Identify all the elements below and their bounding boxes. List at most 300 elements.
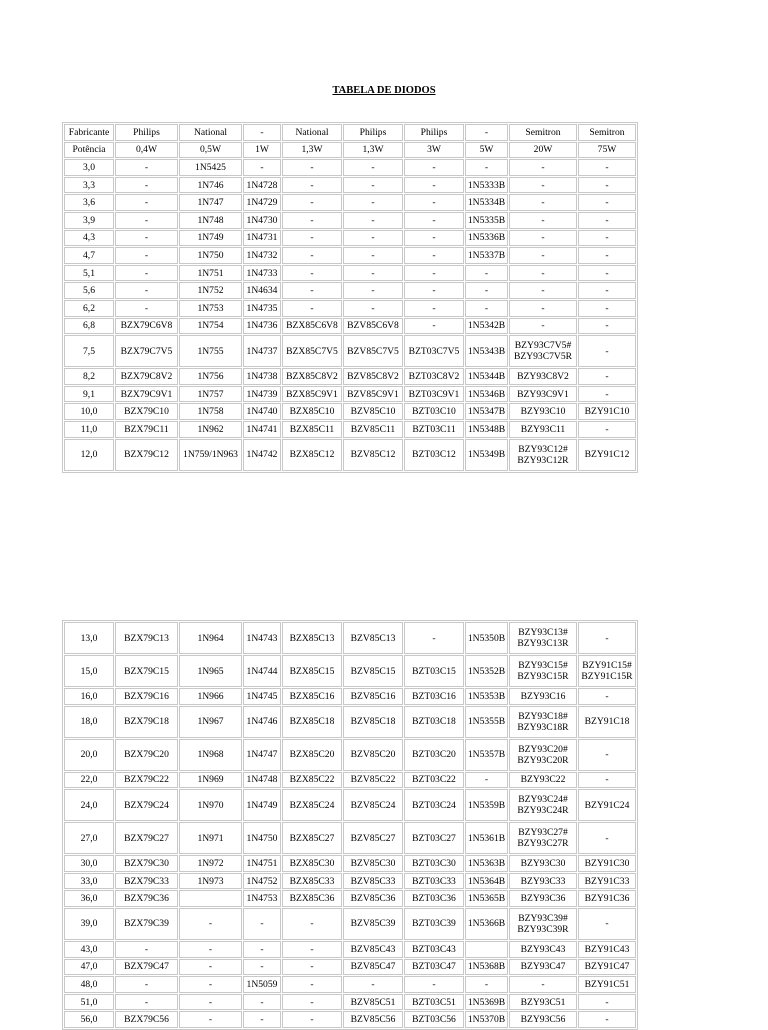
voltage-cell: 7,5 bbox=[64, 335, 114, 367]
table-cell: - bbox=[578, 247, 636, 264]
header-cell: Semitron bbox=[509, 124, 577, 141]
table-cell: BZY91C43 bbox=[578, 941, 636, 958]
table-cell: 1N4744 bbox=[243, 655, 281, 687]
table-cell: 1N4739 bbox=[243, 386, 281, 403]
voltage-cell: 5,6 bbox=[64, 282, 114, 299]
table-cell: 1N966 bbox=[179, 688, 242, 705]
table-row bbox=[64, 318, 636, 335]
table-cell: 1N5357B bbox=[465, 739, 508, 771]
diode-table-part-1 bbox=[62, 122, 638, 473]
table-cell: BZX79C6V8 bbox=[115, 318, 178, 335]
table-cell: BZV85C56 bbox=[343, 1011, 403, 1028]
table-cell: - bbox=[404, 194, 464, 211]
table-cell: - bbox=[404, 318, 464, 335]
voltage-cell: 3,0 bbox=[64, 159, 114, 176]
table-cell: 1N4732 bbox=[243, 247, 281, 264]
table-cell: 1N4738 bbox=[243, 368, 281, 385]
table-cell: - bbox=[509, 159, 577, 176]
table-cell: BZY93C12# BZY93C12R bbox=[509, 439, 577, 471]
table-row bbox=[64, 873, 636, 890]
table-cell: BZX79C56 bbox=[115, 1011, 178, 1028]
table-cell: - bbox=[578, 265, 636, 282]
table-cell: - bbox=[578, 822, 636, 854]
table-cell: 1N5334B bbox=[465, 194, 508, 211]
voltage-cell: 3,6 bbox=[64, 194, 114, 211]
table-cell: BZT03C20 bbox=[404, 739, 464, 771]
table-cell: BZT03C15 bbox=[404, 655, 464, 687]
table-cell: 1N5348B bbox=[465, 421, 508, 438]
table-cell: BZX85C7V5 bbox=[282, 335, 342, 367]
table-cell: 1N4751 bbox=[243, 855, 281, 872]
table-row bbox=[64, 421, 636, 438]
voltage-cell: 43,0 bbox=[64, 941, 114, 958]
voltage-cell: 12,0 bbox=[64, 439, 114, 471]
voltage-cell: 10,0 bbox=[64, 403, 114, 420]
table-cell: BZT03C9V1 bbox=[404, 386, 464, 403]
table-cell: - bbox=[578, 739, 636, 771]
table-cell: 1N4737 bbox=[243, 335, 281, 367]
table-cell: BZT03C51 bbox=[404, 994, 464, 1011]
table-row bbox=[64, 282, 636, 299]
table-cell: 1N5364B bbox=[465, 873, 508, 890]
voltage-cell: 8,2 bbox=[64, 368, 114, 385]
table-cell: BZX79C7V5 bbox=[115, 335, 178, 367]
table-cell: 1N5336B bbox=[465, 230, 508, 247]
table-cell: 1N5369B bbox=[465, 994, 508, 1011]
table-cell: - bbox=[578, 1011, 636, 1028]
table-row bbox=[64, 688, 636, 705]
table-cell: - bbox=[578, 622, 636, 654]
table-cell: - bbox=[282, 976, 342, 993]
table-row bbox=[64, 655, 636, 687]
table-cell: BZX85C27 bbox=[282, 822, 342, 854]
table-cell: BZX79C11 bbox=[115, 421, 178, 438]
table-cell: - bbox=[578, 300, 636, 317]
header-cell: Philips bbox=[115, 124, 178, 141]
table-row bbox=[64, 789, 636, 821]
table-cell: BZV85C51 bbox=[343, 994, 403, 1011]
table-cell: - bbox=[465, 265, 508, 282]
table-cell: BZX79C9V1 bbox=[115, 386, 178, 403]
table-row bbox=[64, 403, 636, 420]
table-cell: BZT03C30 bbox=[404, 855, 464, 872]
table-cell: - bbox=[578, 421, 636, 438]
table-cell: - bbox=[343, 300, 403, 317]
table-cell: 1N5365B bbox=[465, 890, 508, 907]
table-cell: BZX79C24 bbox=[115, 789, 178, 821]
table-cell: BZV85C7V5 bbox=[343, 335, 403, 367]
table-row bbox=[64, 386, 636, 403]
table-cell: - bbox=[179, 1011, 242, 1028]
table-cell: 1N755 bbox=[179, 335, 242, 367]
voltage-cell: 33,0 bbox=[64, 873, 114, 890]
table-cell: 1N5368B bbox=[465, 959, 508, 976]
table-cell: 1N757 bbox=[179, 386, 242, 403]
table-cell: 1N753 bbox=[179, 300, 242, 317]
table-cell: BZT03C24 bbox=[404, 789, 464, 821]
table-cell: BZT03C16 bbox=[404, 688, 464, 705]
table-cell: - bbox=[282, 959, 342, 976]
table-row bbox=[64, 822, 636, 854]
voltage-cell: 6,8 bbox=[64, 318, 114, 335]
table-cell: BZY91C12 bbox=[578, 439, 636, 471]
table-cell: - bbox=[179, 976, 242, 993]
table-cell bbox=[465, 941, 508, 958]
table-cell: - bbox=[343, 159, 403, 176]
header-cell: - bbox=[465, 124, 508, 141]
table-cell: BZY93C33 bbox=[509, 873, 577, 890]
voltage-cell: 39,0 bbox=[64, 908, 114, 940]
voltage-cell: 30,0 bbox=[64, 855, 114, 872]
table-cell: 1N972 bbox=[179, 855, 242, 872]
table-cell: BZX79C39 bbox=[115, 908, 178, 940]
table-cell: 1N4752 bbox=[243, 873, 281, 890]
table-cell: 1N752 bbox=[179, 282, 242, 299]
table-row bbox=[64, 976, 636, 993]
table-cell: - bbox=[578, 386, 636, 403]
table-cell: BZT03C10 bbox=[404, 403, 464, 420]
table-cell: 1N967 bbox=[179, 706, 242, 738]
table-cell: BZY93C36 bbox=[509, 890, 577, 907]
table-cell: 1N4742 bbox=[243, 439, 281, 471]
table-cell: - bbox=[404, 230, 464, 247]
table-cell: BZX85C33 bbox=[282, 873, 342, 890]
voltage-cell: 4,7 bbox=[64, 247, 114, 264]
table-cell: 1N5352B bbox=[465, 655, 508, 687]
table-cell: BZV85C8V2 bbox=[343, 368, 403, 385]
table-cell: BZX79C13 bbox=[115, 622, 178, 654]
header-cell: 1,3W bbox=[343, 142, 403, 159]
table-cell: 1N971 bbox=[179, 822, 242, 854]
table-cell: - bbox=[465, 772, 508, 789]
table-cell: 1N4736 bbox=[243, 318, 281, 335]
table-row bbox=[64, 890, 636, 907]
table-cell: - bbox=[404, 300, 464, 317]
table-row bbox=[64, 1011, 636, 1028]
table-cell: - bbox=[115, 994, 178, 1011]
table-cell: - bbox=[578, 335, 636, 367]
table-cell: BZX79C10 bbox=[115, 403, 178, 420]
table-cell: - bbox=[509, 177, 577, 194]
table-cell: BZY93C20# BZY93C20R bbox=[509, 739, 577, 771]
table-row bbox=[64, 335, 636, 367]
table-cell: - bbox=[509, 247, 577, 264]
table-cell: BZY93C27# BZY93C27R bbox=[509, 822, 577, 854]
voltage-cell: 16,0 bbox=[64, 688, 114, 705]
table-cell: - bbox=[509, 194, 577, 211]
table-cell: BZT03C7V5 bbox=[404, 335, 464, 367]
table-cell: BZX85C22 bbox=[282, 772, 342, 789]
table-cell: 1N747 bbox=[179, 194, 242, 211]
table-cell: 1N759/1N963 bbox=[179, 439, 242, 471]
table-cell: - bbox=[578, 994, 636, 1011]
table-row bbox=[64, 941, 636, 958]
table-cell: - bbox=[578, 230, 636, 247]
voltage-cell: 56,0 bbox=[64, 1011, 114, 1028]
table-cell: 1N749 bbox=[179, 230, 242, 247]
table-cell: BZV85C33 bbox=[343, 873, 403, 890]
table-cell: - bbox=[115, 265, 178, 282]
table-cell: - bbox=[282, 212, 342, 229]
header-row bbox=[64, 142, 636, 159]
table-cell: BZX79C15 bbox=[115, 655, 178, 687]
table-cell: - bbox=[179, 994, 242, 1011]
voltage-cell: 48,0 bbox=[64, 976, 114, 993]
table-cell: - bbox=[243, 941, 281, 958]
header-cell: 1,3W bbox=[282, 142, 342, 159]
table-cell: - bbox=[343, 282, 403, 299]
table-cell: 1N754 bbox=[179, 318, 242, 335]
table-cell: BZT03C18 bbox=[404, 706, 464, 738]
table-cell: - bbox=[115, 194, 178, 211]
table-cell: - bbox=[343, 247, 403, 264]
table-cell: - bbox=[343, 976, 403, 993]
table-row bbox=[64, 212, 636, 229]
table-cell: BZV85C24 bbox=[343, 789, 403, 821]
table-cell: BZX85C20 bbox=[282, 739, 342, 771]
table-cell: - bbox=[509, 976, 577, 993]
table-cell: BZY91C47 bbox=[578, 959, 636, 976]
table-row bbox=[64, 247, 636, 264]
table-row bbox=[64, 855, 636, 872]
table-cell: 1N5363B bbox=[465, 855, 508, 872]
table-cell: BZV85C18 bbox=[343, 706, 403, 738]
table-cell: - bbox=[578, 177, 636, 194]
header-cell: 1W bbox=[243, 142, 281, 159]
header-cell: Philips bbox=[404, 124, 464, 141]
table-cell: 1N5059 bbox=[243, 976, 281, 993]
table-cell: BZX85C15 bbox=[282, 655, 342, 687]
table-cell: - bbox=[509, 230, 577, 247]
table-cell: BZY91C10 bbox=[578, 403, 636, 420]
table-cell: 1N4748 bbox=[243, 772, 281, 789]
table-cell: BZY93C16 bbox=[509, 688, 577, 705]
table-cell: - bbox=[465, 159, 508, 176]
table-cell: BZT03C22 bbox=[404, 772, 464, 789]
table-cell: 1N4753 bbox=[243, 890, 281, 907]
header-row bbox=[64, 124, 636, 141]
table-cell: 1N5350B bbox=[465, 622, 508, 654]
table-cell: 1N968 bbox=[179, 739, 242, 771]
table-cell: BZX85C6V8 bbox=[282, 318, 342, 335]
table-cell: - bbox=[282, 941, 342, 958]
table-cell: 1N4729 bbox=[243, 194, 281, 211]
table-cell: BZX85C18 bbox=[282, 706, 342, 738]
table-cell: BZX85C9V1 bbox=[282, 386, 342, 403]
table-cell: BZV85C12 bbox=[343, 439, 403, 471]
table-cell: BZX85C11 bbox=[282, 421, 342, 438]
table-cell: BZX79C33 bbox=[115, 873, 178, 890]
table-cell: - bbox=[509, 212, 577, 229]
table-cell: 1N748 bbox=[179, 212, 242, 229]
table-cell: BZY93C56 bbox=[509, 1011, 577, 1028]
table-row bbox=[64, 368, 636, 385]
table-cell: - bbox=[578, 318, 636, 335]
table-cell: - bbox=[282, 194, 342, 211]
table-cell: BZV85C30 bbox=[343, 855, 403, 872]
table-cell: BZX79C16 bbox=[115, 688, 178, 705]
voltage-cell: 20,0 bbox=[64, 739, 114, 771]
table-cell: 1N964 bbox=[179, 622, 242, 654]
table-cell: - bbox=[404, 212, 464, 229]
table-cell: 1N5333B bbox=[465, 177, 508, 194]
table-cell: BZX85C10 bbox=[282, 403, 342, 420]
table-cell: 1N969 bbox=[179, 772, 242, 789]
table-cell: BZY93C9V1 bbox=[509, 386, 577, 403]
table-cell: - bbox=[115, 212, 178, 229]
table-cell: 1N970 bbox=[179, 789, 242, 821]
table-cell: 1N5353B bbox=[465, 688, 508, 705]
table-row bbox=[64, 230, 636, 247]
table-cell: BZY93C47 bbox=[509, 959, 577, 976]
table-cell: - bbox=[115, 177, 178, 194]
table-cell: BZX85C16 bbox=[282, 688, 342, 705]
table-cell: - bbox=[115, 230, 178, 247]
table-cell: - bbox=[509, 282, 577, 299]
table-cell: BZX85C24 bbox=[282, 789, 342, 821]
table-row bbox=[64, 177, 636, 194]
table-cell: - bbox=[578, 159, 636, 176]
table-cell: BZX85C36 bbox=[282, 890, 342, 907]
table-cell: BZV85C9V1 bbox=[343, 386, 403, 403]
table-cell: - bbox=[243, 959, 281, 976]
table-cell: BZT03C36 bbox=[404, 890, 464, 907]
table-cell: BZY93C8V2 bbox=[509, 368, 577, 385]
table-cell: - bbox=[404, 247, 464, 264]
table-cell: BZX79C36 bbox=[115, 890, 178, 907]
table-cell: BZY91C15# BZY91C15R bbox=[578, 655, 636, 687]
table-cell: 1N5359B bbox=[465, 789, 508, 821]
table-cell: 1N4735 bbox=[243, 300, 281, 317]
table-cell: - bbox=[578, 212, 636, 229]
table-cell: BZY91C18 bbox=[578, 706, 636, 738]
table-cell: - bbox=[578, 282, 636, 299]
table-cell: - bbox=[115, 247, 178, 264]
table-cell: 1N5337B bbox=[465, 247, 508, 264]
table-row bbox=[64, 908, 636, 940]
table-cell: BZT03C33 bbox=[404, 873, 464, 890]
table-cell: BZT03C39 bbox=[404, 908, 464, 940]
header-cell: National bbox=[179, 124, 242, 141]
table-cell: 1N5361B bbox=[465, 822, 508, 854]
voltage-cell: 47,0 bbox=[64, 959, 114, 976]
table-cell: 1N4750 bbox=[243, 822, 281, 854]
table-cell: 1N4740 bbox=[243, 403, 281, 420]
table-cell: BZY91C24 bbox=[578, 789, 636, 821]
table-cell: 1N5355B bbox=[465, 706, 508, 738]
table-cell: BZV85C15 bbox=[343, 655, 403, 687]
table-cell: - bbox=[282, 159, 342, 176]
table-row bbox=[64, 739, 636, 771]
table-cell: BZV85C39 bbox=[343, 908, 403, 940]
table-cell: 1N5370B bbox=[465, 1011, 508, 1028]
table-cell: BZT03C27 bbox=[404, 822, 464, 854]
table-cell: 1N4743 bbox=[243, 622, 281, 654]
table-row bbox=[64, 265, 636, 282]
table-cell: 1N5346B bbox=[465, 386, 508, 403]
table-cell: - bbox=[509, 265, 577, 282]
table-cell: 1N5347B bbox=[465, 403, 508, 420]
table-cell: - bbox=[179, 908, 242, 940]
table-cell: BZX79C30 bbox=[115, 855, 178, 872]
table-cell: - bbox=[115, 976, 178, 993]
table-cell: - bbox=[243, 994, 281, 1011]
table-cell: BZY93C39# BZY93C39R bbox=[509, 908, 577, 940]
table-cell: 1N4745 bbox=[243, 688, 281, 705]
table-cell: 1N962 bbox=[179, 421, 242, 438]
voltage-cell: 18,0 bbox=[64, 706, 114, 738]
voltage-cell: 3,9 bbox=[64, 212, 114, 229]
table-cell: BZY93C51 bbox=[509, 994, 577, 1011]
table-cell: - bbox=[343, 265, 403, 282]
table-cell: BZV85C10 bbox=[343, 403, 403, 420]
voltage-cell: 9,1 bbox=[64, 386, 114, 403]
table-cell: BZY91C30 bbox=[578, 855, 636, 872]
table-row bbox=[64, 439, 636, 471]
table-cell: 1N758 bbox=[179, 403, 242, 420]
table-cell: BZX85C12 bbox=[282, 439, 342, 471]
table-cell bbox=[179, 890, 242, 907]
table-cell: BZT03C47 bbox=[404, 959, 464, 976]
table-cell: 1N4731 bbox=[243, 230, 281, 247]
table-cell: 1N4733 bbox=[243, 265, 281, 282]
table-cell: 1N965 bbox=[179, 655, 242, 687]
header-cell: 3W bbox=[404, 142, 464, 159]
header-cell: National bbox=[282, 124, 342, 141]
voltage-cell: 51,0 bbox=[64, 994, 114, 1011]
table-cell: 1N5425 bbox=[179, 159, 242, 176]
table-cell: - bbox=[282, 265, 342, 282]
table-cell: - bbox=[465, 282, 508, 299]
table-cell: - bbox=[404, 622, 464, 654]
voltage-cell: 27,0 bbox=[64, 822, 114, 854]
voltage-cell: 24,0 bbox=[64, 789, 114, 821]
table-cell: - bbox=[509, 300, 577, 317]
table-cell: - bbox=[343, 194, 403, 211]
table-cell: - bbox=[465, 976, 508, 993]
table-cell: - bbox=[578, 908, 636, 940]
header-cell: Philips bbox=[343, 124, 403, 141]
table-cell: 1N4746 bbox=[243, 706, 281, 738]
table-cell: - bbox=[115, 282, 178, 299]
voltage-cell: 22,0 bbox=[64, 772, 114, 789]
table-cell: - bbox=[115, 941, 178, 958]
table-cell: BZY93C10 bbox=[509, 403, 577, 420]
table-cell: BZV85C47 bbox=[343, 959, 403, 976]
table-cell: BZX85C8V2 bbox=[282, 368, 342, 385]
header-cell: Fabricante bbox=[64, 124, 114, 141]
table-cell: BZY93C11 bbox=[509, 421, 577, 438]
table-cell: - bbox=[282, 1011, 342, 1028]
table-cell: 1N4728 bbox=[243, 177, 281, 194]
header-cell: 20W bbox=[509, 142, 577, 159]
table-cell: BZT03C56 bbox=[404, 1011, 464, 1028]
table-cell: BZY93C18# BZY93C18R bbox=[509, 706, 577, 738]
table-cell: BZY93C7V5# BZY93C7V5R bbox=[509, 335, 577, 367]
table-cell: BZY93C43 bbox=[509, 941, 577, 958]
voltage-cell: 4,3 bbox=[64, 230, 114, 247]
table-cell: BZY93C24# BZY93C24R bbox=[509, 789, 577, 821]
table-cell: BZX79C22 bbox=[115, 772, 178, 789]
table-cell: - bbox=[282, 300, 342, 317]
table-cell: BZX85C13 bbox=[282, 622, 342, 654]
table-cell: - bbox=[343, 230, 403, 247]
table-cell: BZV85C16 bbox=[343, 688, 403, 705]
table-cell: 1N5343B bbox=[465, 335, 508, 367]
voltage-cell: 6,2 bbox=[64, 300, 114, 317]
page-title: TABELA DE DIODOS bbox=[332, 85, 436, 96]
table-cell: BZX79C47 bbox=[115, 959, 178, 976]
